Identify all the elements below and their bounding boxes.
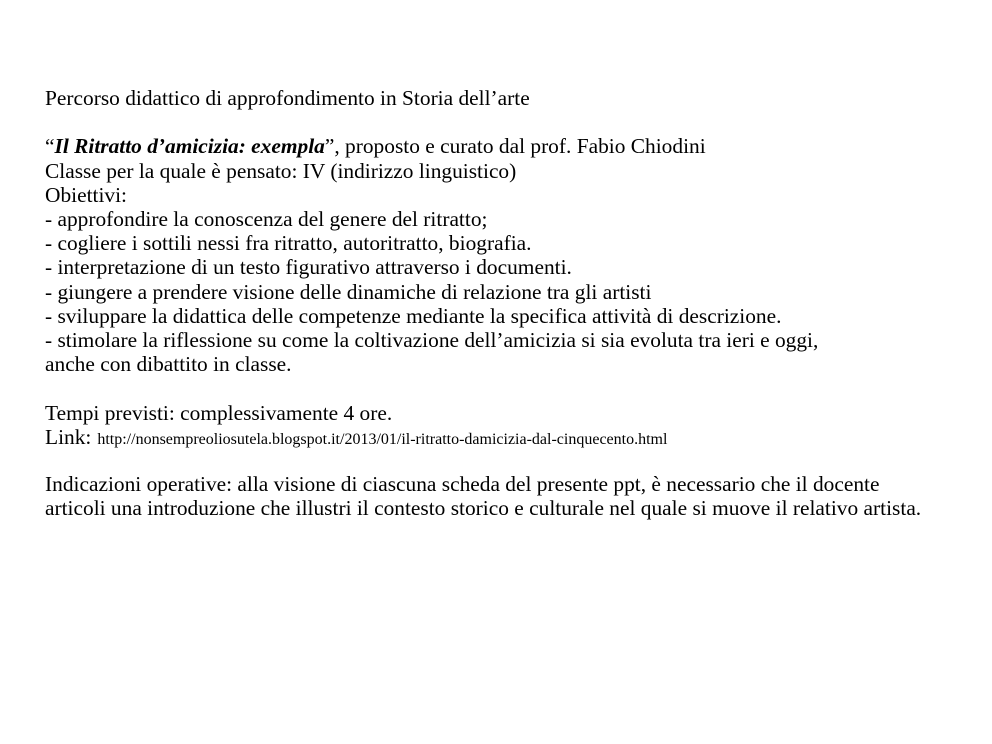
link-url[interactable]: http://nonsempreoliosutela.blogspot.it/2013/01/il-ritratto-damicizia-dal-cinquecento.html: [97, 430, 668, 448]
instructions-paragraph: Indicazioni operative: alla visione di ciascuna scheda del presente ppt, è necessario che il docente articoli una introduzione che illustri il contesto storico e culturale nel quale si muove il relativo artista.: [45, 472, 922, 521]
class-line: Classe per la quale è pensato: IV (indirizzo linguistico): [45, 158, 517, 183]
objective-item: - giungere a prendere visione delle dinamiche di relazione tra gli artisti: [45, 279, 652, 304]
objective-item: - sviluppare la didattica delle competenze mediante la specifica attività di descrizione.: [45, 303, 782, 328]
link-line: [45, 425, 960, 452]
objective-item: - stimolare la riflessione su come la coltivazione dell’amicizia si sia evoluta tra ieri e oggi,: [45, 328, 819, 353]
objective-item: - cogliere i sottili nessi fra ritratto, autoritratto, biografia.: [45, 231, 532, 256]
objectives-label: Obiettivi:: [45, 182, 127, 207]
spacer: [45, 110, 960, 134]
objective-item: - approfondire la conoscenza del genere del ritratto;: [45, 207, 488, 231]
open-quote: “: [45, 134, 55, 159]
objective-continuation: anche con dibattito in classe.: [45, 352, 292, 377]
heading: Percorso didattico di approfondimento in Storia dell’arte: [45, 86, 530, 110]
title-line: [45, 134, 960, 158]
slide-content: [45, 86, 960, 520]
spacer: [45, 452, 960, 472]
course-title: Il Ritratto d’amicizia: exempla: [54, 134, 325, 159]
timing-line: Tempi previsti: complessivamente 4 ore.: [45, 400, 393, 425]
course-author: , proposto e curato dal prof. Fabio Chiodini: [334, 134, 706, 159]
link-label: Link:: [45, 424, 92, 449]
close-quote: ”: [324, 134, 335, 159]
spacer: [45, 376, 960, 400]
objective-item: - interpretazione di un testo figurativo attraverso i documenti.: [45, 255, 572, 280]
